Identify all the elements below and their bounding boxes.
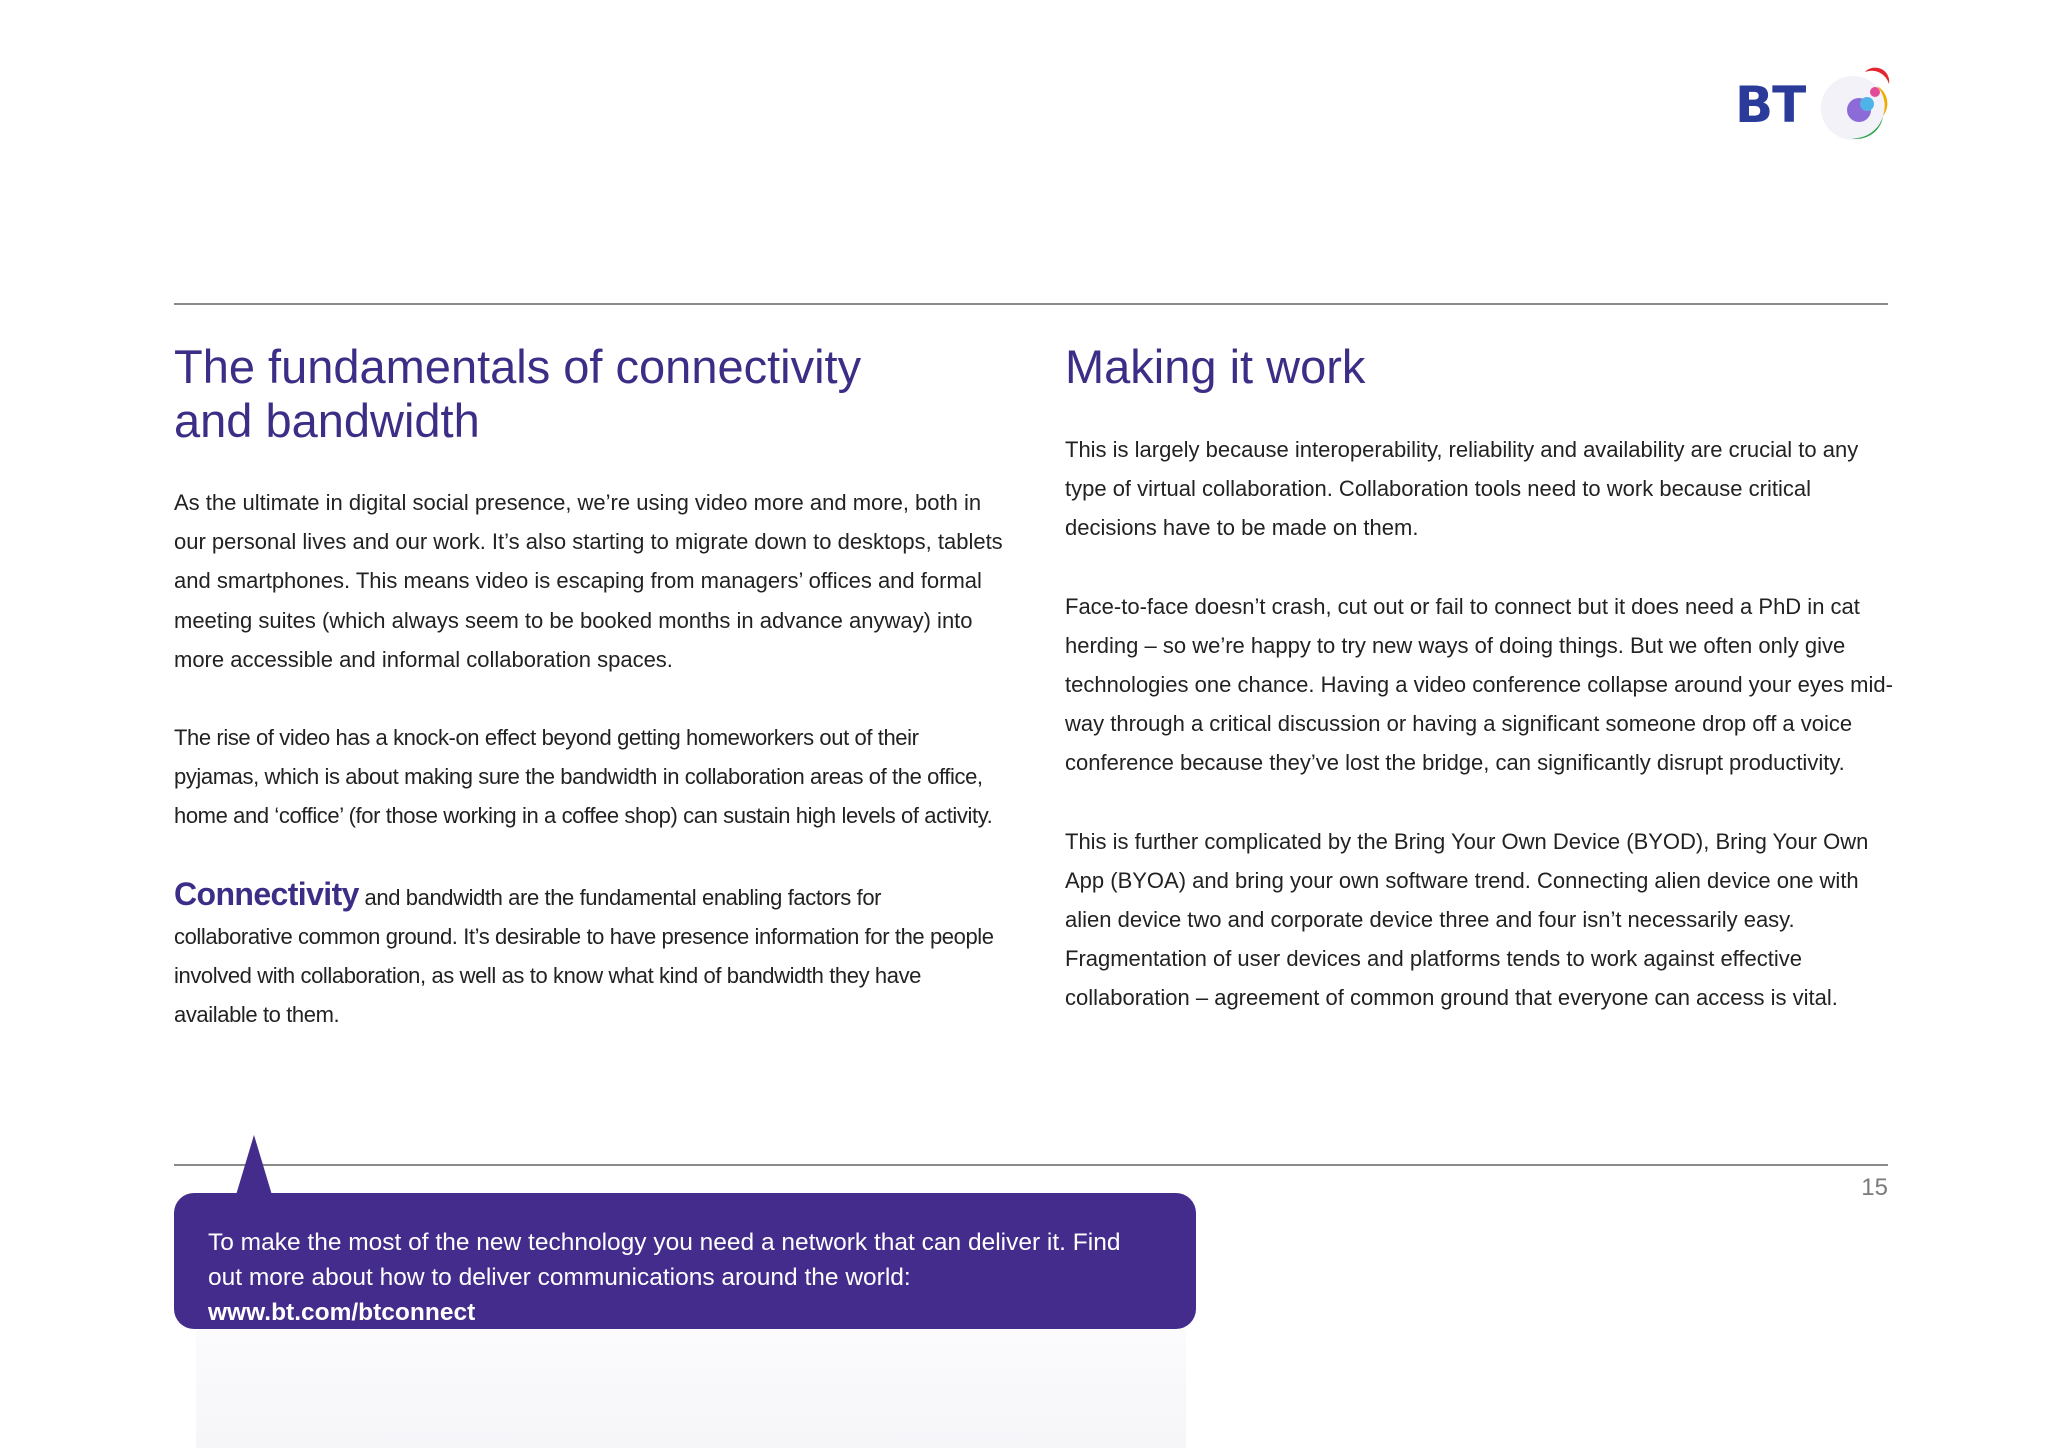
bt-globe-icon <box>1815 66 1895 146</box>
left-paragraph-2: The rise of video has a knock-on effect beyond getting homeworkers out of their pyjamas, which is about making sure the bandwidth in collaboration areas of the office, home and ‘coffice’ (for those working in a coffee shop) can sustain high levels of activity. <box>174 725 993 829</box>
left-paragraph-1: As the ultimate in digital social presence, we’re using video more and more, both in our personal lives and our work. It’s also starting to migrate down to desktops, tablets and smartphones. This means video is escaping from managers’ offices and formal meeting suites (which always seem to be booked months in advance anyway) into more accessible and informal collaboration spaces. <box>174 490 1003 672</box>
left-column <box>174 483 1004 1073</box>
callout-link[interactable]: www.bt.com/btconnect <box>208 1299 476 1326</box>
callout-text: To make the most of the new technology you need a network that can deliver it. Find out more about how to deliver communications around the world: <box>208 1229 1121 1291</box>
callout-banner <box>174 1135 1196 1329</box>
page-number: 15 <box>1861 1174 1888 1201</box>
callout-shadow <box>196 1330 1186 1448</box>
left-paragraph-3 <box>174 875 1004 1035</box>
heading-line-1: The fundamentals of connectivity <box>174 340 862 393</box>
connectivity-lead-word: Connectivity <box>174 875 359 912</box>
callout-box <box>174 1193 1196 1329</box>
right-paragraph-1: This is largely because interoperability, reliability and availability are crucial to any type of virtual collaboration. Collaboration tools need to work because critical decisions have to be made on them. <box>1065 437 1859 541</box>
heading-fundamentals <box>174 340 1034 448</box>
heading-line-2: and bandwidth <box>174 394 480 447</box>
top-divider <box>174 303 1888 305</box>
logo-wordmark: BT <box>1735 76 1806 134</box>
right-paragraph-2: Face-to-face doesn’t crash, cut out or fail to connect but it does need a PhD in cat herding – so we’re happy to try new ways of doing things. But we often only give technologies one chance. Having a video conference collapse around your eyes mid-way through a critical discussion or having a significant someone drop off a voice conference because they’ve lost the bridge, can significantly disrupt productivity. <box>1065 593 1893 776</box>
bt-logo <box>1735 66 1895 146</box>
right-column <box>1065 430 1895 1057</box>
right-paragraph-3: This is further complicated by the Bring Your Own Device (BYOD), Bring Your Own App (BYOA) and bring your own software trend. Connecting alien device one with alien device two and corporate device three and four isn’t necessarily easy. Fragmentation of user devices and platforms tends to work against effective collaboration – agreement of common ground that everyone can access is vital. <box>1065 828 1869 1011</box>
heading-making-it-work: Making it work <box>1065 340 1366 393</box>
left-paragraph-3-text: and bandwidth are the fundamental enabling factors for collaborative common ground. It’s desirable to have presence information for the people involved with collaboration, as well as to know what kind of bandwidth they have available to them. <box>174 884 994 1028</box>
speech-pointer <box>236 1135 272 1195</box>
